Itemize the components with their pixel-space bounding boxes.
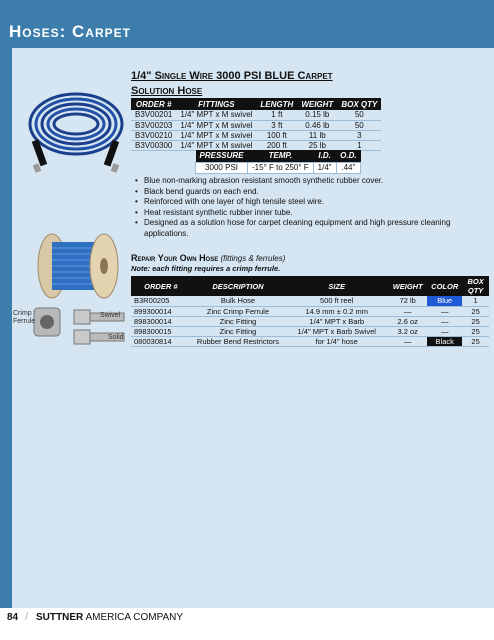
cell: — (427, 306, 462, 316)
cell: 1/4" MPT x M swivel (176, 140, 256, 150)
repair-title-text: Repair Your Own Hose (131, 253, 219, 263)
cell: 500 ft reel (285, 296, 388, 306)
cell: 1/4" (313, 162, 336, 173)
cell: 899300014 (131, 306, 191, 316)
pressure-header-od: O.D. (336, 150, 360, 162)
table-row (131, 336, 489, 346)
cell: 1/4" MPT x M swivel (176, 130, 256, 140)
spec-table (131, 98, 381, 151)
feature-list (135, 176, 485, 240)
cell: 1 (462, 296, 489, 306)
cell: 1 ft (256, 110, 297, 120)
crimp-label: Crimp (13, 310, 32, 317)
product-title-line1: 1/4" Single Wire 3000 PSI BLUE Carpet (131, 70, 333, 82)
table-row (131, 120, 381, 130)
footer-company (36, 612, 183, 623)
table-row (196, 162, 361, 173)
cell: — (388, 336, 427, 346)
table-row (131, 306, 489, 316)
cell: 25 (462, 306, 489, 316)
color-swatch-black: Black (427, 336, 462, 346)
cell: for 1/4" hose (285, 336, 388, 346)
repair-table-header (131, 276, 489, 296)
cell: 25 (462, 316, 489, 326)
cell: 1/4" MPT x M swivel (176, 110, 256, 120)
cell: 0.15 lb (297, 110, 337, 120)
cell: 898300014 (131, 316, 191, 326)
table-row (131, 326, 489, 336)
cell: B3V00210 (131, 130, 176, 140)
cell: 25 (462, 336, 489, 346)
cell: B3V00300 (131, 140, 176, 150)
cell: Zinc Fitting (191, 316, 286, 326)
cell: 0.46 lb (297, 120, 337, 130)
repair-header-color: COLOR (427, 276, 462, 296)
fittings-image (24, 302, 130, 352)
hose-coil-image (24, 84, 128, 174)
repair-header-weight: WEIGHT (388, 276, 427, 296)
pressure-table-header (196, 150, 361, 162)
cell: 50 (337, 110, 381, 120)
spec-table-header (131, 98, 381, 110)
ferrule-label: Ferrule (13, 318, 36, 325)
cell: — (427, 326, 462, 336)
cell: 72 lb (388, 296, 427, 306)
table-row (131, 140, 381, 150)
cell: Zinc Crimp Ferrule (191, 306, 286, 316)
company-name-bold: SUTTNER (36, 612, 84, 623)
cell: 50 (337, 120, 381, 130)
cell: 1/4" MPT x M swivel (176, 120, 256, 130)
cell: 100 ft (256, 130, 297, 140)
table-row (131, 130, 381, 140)
cell: 11 lb (297, 130, 337, 140)
cell: 080030814 (131, 336, 191, 346)
cell: Rubber Bend Restrictors (191, 336, 286, 346)
footer-separator: / (25, 611, 29, 623)
repair-note: Note: each fitting requires a crimp ferrule. (131, 264, 281, 273)
cell: 3.2 oz (388, 326, 427, 336)
cell: B3V00201 (131, 110, 176, 120)
cell: 1/4" MPT x Barb (285, 316, 388, 326)
spec-header-weight: WEIGHT (297, 98, 337, 110)
cell: — (388, 306, 427, 316)
swivel-label: Swivel (100, 312, 121, 319)
left-accent-bar (0, 48, 12, 620)
cell: 1 (337, 140, 381, 150)
pressure-header-id: I.D. (313, 150, 336, 162)
cell: — (427, 316, 462, 326)
cell: -15° F to 250° F (248, 162, 314, 173)
repair-table (131, 276, 489, 347)
table-row (131, 110, 381, 120)
cell: 3000 PSI (196, 162, 248, 173)
table-row (131, 316, 489, 326)
page-title: Hoses: Carpet (9, 22, 131, 41)
cell: 3 ft (256, 120, 297, 130)
repair-header-description: DESCRIPTION (191, 276, 286, 296)
cell: .44" (336, 162, 360, 173)
cell: 1/4" MPT x Barb Swivel (285, 326, 388, 336)
spec-header-order: ORDER # (131, 98, 176, 110)
color-swatch-blue: Blue (427, 296, 462, 306)
list-item: • Reinforced with one layer of high tensile steel wire. (135, 197, 485, 208)
cell: Bulk Hose (191, 296, 286, 306)
cell: Zinc Fitting (191, 326, 286, 336)
hose-spool-image (30, 232, 124, 300)
cell: 898300015 (131, 326, 191, 336)
cell: B3V00203 (131, 120, 176, 130)
spec-header-length: LENGTH (256, 98, 297, 110)
cell: 14.9 mm ± 0.2 mm (285, 306, 388, 316)
list-item: • Designed as a solution hose for carpet cleaning equipment and high pressure cleaning applications. (135, 218, 485, 239)
spec-header-fittings: FITTINGS (176, 98, 256, 110)
cell: 3 (337, 130, 381, 140)
spec-header-boxqty: BOX QTY (337, 98, 381, 110)
repair-header-order: ORDER # (131, 276, 191, 296)
product-title-line2: Solution Hose (131, 85, 203, 97)
repair-header-boxqty: BOX QTY (462, 276, 489, 296)
list-item: • Blue non-marking abrasion resistant smooth synthetic rubber cover. (135, 176, 485, 187)
cell: 25 lb (297, 140, 337, 150)
list-item: • Black bend guards on each end. (135, 187, 485, 198)
cell: 2.6 oz (388, 316, 427, 326)
list-item: • Heat resistant synthetic rubber inner tube. (135, 208, 485, 219)
solid-label: Solid (108, 334, 124, 341)
pressure-table (195, 150, 361, 174)
pressure-header-pressure: PRESSURE (196, 150, 248, 162)
cell: 200 ft (256, 140, 297, 150)
company-name-rest: AMERICA COMPANY (83, 612, 184, 623)
repair-header-size: SIZE (285, 276, 388, 296)
cell: 25 (462, 326, 489, 336)
pressure-header-temp: TEMP. (248, 150, 314, 162)
page-number: 84 (7, 612, 19, 623)
cell: B3R00205 (131, 296, 191, 306)
repair-subtitle-text: (fittings & ferrules) (220, 254, 286, 263)
repair-section-title (131, 253, 285, 263)
table-row (131, 296, 489, 306)
product-title (131, 69, 333, 99)
